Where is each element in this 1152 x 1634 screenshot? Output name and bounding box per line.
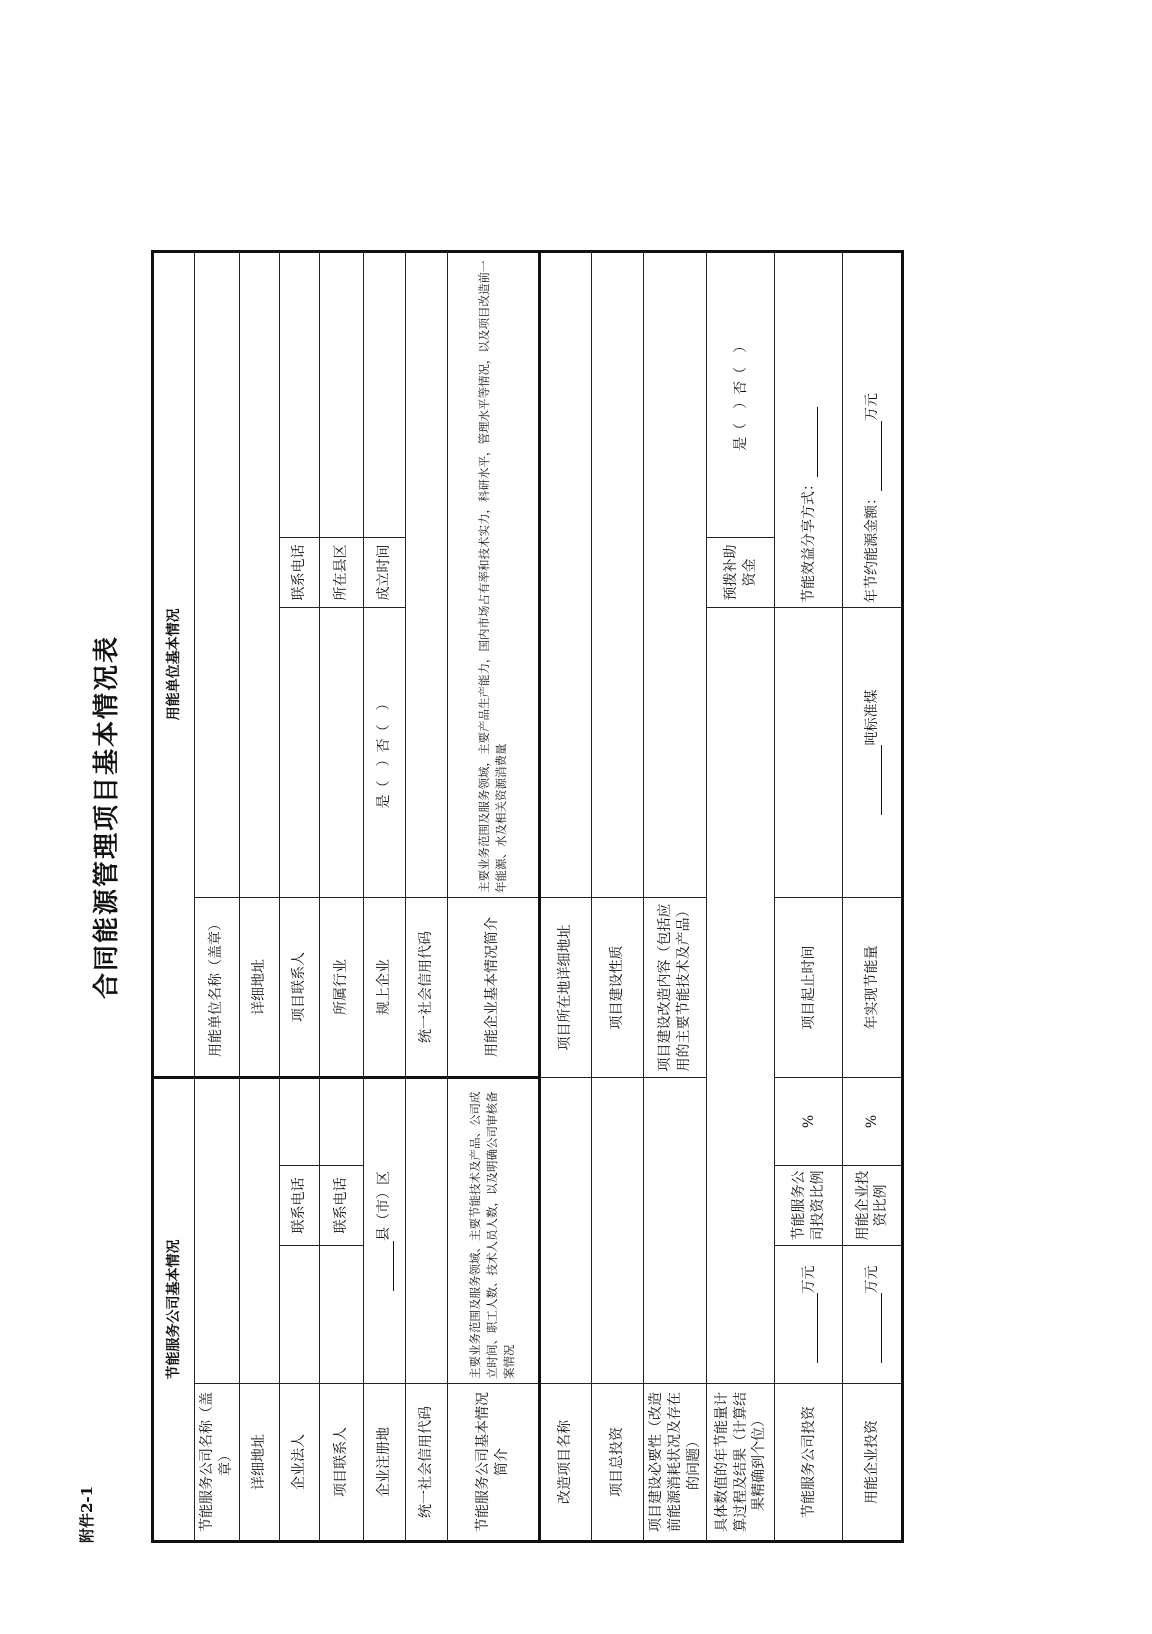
- user-established-label: 成立时间: [363, 537, 405, 607]
- esco-legal-phone-value[interactable]: [279, 1077, 319, 1165]
- esco-name-label: 节能服务公司名称（盖章）: [195, 1384, 240, 1542]
- user-phone-value[interactable]: [279, 251, 319, 537]
- address-row: [239, 251, 279, 1541]
- esco-section-header: 节能服务公司基本情况: [153, 1077, 195, 1541]
- user-industry-value[interactable]: [319, 607, 363, 897]
- intro-row: [447, 251, 539, 1541]
- subsidy-label: 预拨补助资金: [707, 537, 775, 607]
- user-large-label: 规上企业: [363, 897, 405, 1077]
- energy-calc-label: 具体数值的年节能量计算过程及结果（计算结果精确到个位）: [707, 1384, 775, 1542]
- project-nature-label: 项目建设性质: [591, 897, 643, 1077]
- user-established-value[interactable]: [363, 251, 405, 537]
- esco-reg-suffix: 县（市）区: [375, 1170, 392, 1241]
- user-name-label: 用能单位名称（盖章）: [195, 897, 240, 1077]
- annual-amount-label: 年节约能源金额：: [864, 490, 880, 603]
- esco-legal-label: 企业法人: [279, 1384, 319, 1542]
- user-ratio-label: 用能企业投资比例: [843, 1166, 903, 1246]
- project-name-label: 改造项目名称: [539, 1384, 591, 1542]
- user-address-value[interactable]: [239, 251, 279, 897]
- project-content-label: 项目建设改造内容（包括应用的主要节能技术及产品）: [643, 897, 707, 1077]
- annual-amount-cell[interactable]: [843, 251, 903, 607]
- esco-intro-label: 节能服务公司基本情况简介: [447, 1384, 539, 1542]
- energy-calc-row: [707, 251, 775, 1541]
- project-necessity-label: 项目建设必要性（改造前能源消耗状况及存在的问题）: [643, 1384, 707, 1542]
- esco-legal-phone-label: 联系电话: [279, 1166, 319, 1246]
- esco-reg-value[interactable]: [363, 1077, 405, 1383]
- user-credit-label: 统一社会信用代码: [405, 897, 447, 1077]
- esco-credit-label: 统一社会信用代码: [405, 1384, 447, 1542]
- esco-address-value[interactable]: [239, 1077, 279, 1383]
- project-location-value[interactable]: [539, 251, 591, 897]
- industry-row: [319, 251, 363, 1541]
- esco-contact-phone-label: 联系电话: [319, 1166, 363, 1246]
- user-ratio-value[interactable]: %: [843, 1077, 903, 1165]
- annual-saving-blank: [867, 745, 882, 815]
- sharing-blank: [803, 407, 818, 477]
- period-value[interactable]: [775, 607, 843, 897]
- user-phone-label: 联系电话: [279, 537, 319, 607]
- necessity-row: [643, 251, 707, 1541]
- registration-row: [363, 251, 405, 1541]
- user-intro-label: 用能企业基本情况简介: [447, 897, 539, 1077]
- project-info-table: [151, 250, 904, 1543]
- user-county-label: 所在县区: [319, 537, 363, 607]
- annual-amount-blank: [867, 421, 882, 491]
- project-content-value[interactable]: [643, 251, 707, 897]
- user-invest-label: 用能企业投资: [843, 1384, 903, 1542]
- subsidy-value[interactable]: 是（ ）否（ ）: [707, 251, 775, 537]
- esco-contact-phone-value[interactable]: [319, 1077, 363, 1165]
- user-credit-value[interactable]: [405, 251, 447, 897]
- user-invest-unit: 万元: [864, 1265, 880, 1294]
- project-investment-value[interactable]: [591, 1077, 643, 1383]
- contact-row: [279, 251, 319, 1541]
- user-large-value[interactable]: 是（ ）否（ ）: [363, 607, 405, 897]
- user-section-header: 用能单位基本情况: [153, 251, 195, 1077]
- name-row: [195, 251, 240, 1541]
- esco-investment-row: [775, 251, 843, 1541]
- user-name-value[interactable]: [195, 251, 240, 897]
- esco-invest-label: 节能服务公司投资: [775, 1384, 843, 1542]
- project-name-value[interactable]: [539, 1077, 591, 1383]
- annual-saving-unit: 吨标准煤: [864, 689, 880, 746]
- esco-credit-value[interactable]: [405, 1077, 447, 1383]
- project-location-label: 项目所在地详细地址: [539, 897, 591, 1077]
- esco-invest-value[interactable]: [775, 1246, 843, 1384]
- annex-label: 附件2-1: [78, 1485, 96, 1543]
- esco-contact-value[interactable]: [319, 1246, 363, 1384]
- annual-saving-label: 年实现节能量: [843, 897, 903, 1077]
- project-investment-label: 项目总投资: [591, 1384, 643, 1542]
- reg-blank-line: [379, 1241, 394, 1291]
- sharing-label: 节能效益分享方式：: [800, 476, 817, 603]
- esco-name-value[interactable]: [195, 1077, 240, 1383]
- esco-legal-value[interactable]: [279, 1246, 319, 1384]
- rotated-form-sheet: [76, 91, 1076, 1543]
- energy-calc-value[interactable]: [707, 607, 775, 1383]
- esco-ratio-value[interactable]: %: [775, 1077, 843, 1165]
- user-industry-label: 所属行业: [319, 897, 363, 1077]
- esco-invest-blank: [803, 1294, 818, 1364]
- esco-address-label: 详细地址: [239, 1384, 279, 1542]
- annual-saving-value[interactable]: [843, 607, 903, 897]
- user-county-value[interactable]: [319, 251, 363, 537]
- user-contact-label: 项目联系人: [279, 897, 319, 1077]
- form-title: 合同能源管理项目基本情况表: [92, 635, 122, 1000]
- esco-ratio-label: 节能服务公司投资比例: [775, 1166, 843, 1246]
- header-row: [153, 251, 195, 1541]
- sharing-cell[interactable]: [775, 251, 843, 607]
- esco-contact-label: 项目联系人: [319, 1384, 363, 1542]
- user-address-label: 详细地址: [239, 897, 279, 1077]
- period-label: 项目起止时间: [775, 897, 843, 1077]
- user-investment-row: [843, 251, 903, 1541]
- user-intro-hint[interactable]: 主要业务范围及服务领域，主要产品生产能力，国内市场占有率和技术实力，科研水平，管理水平等情况，以及项目改造前一年能源、水及相关资源消费量: [447, 251, 539, 897]
- credit-row: [405, 251, 447, 1541]
- annual-amount-unit: 万元: [864, 392, 880, 421]
- user-invest-value[interactable]: [843, 1246, 903, 1384]
- esco-intro-hint[interactable]: 主要业务范围及服务领域、主要节能技术及产品、公司成立时间、职工人数、技术人员人数，以及明确公司审核备案情况: [447, 1077, 539, 1383]
- user-contact-value[interactable]: [279, 607, 319, 897]
- user-invest-blank: [867, 1294, 882, 1364]
- project-necessity-value[interactable]: [643, 1077, 707, 1383]
- project-nature-value[interactable]: [591, 251, 643, 897]
- investment-row: [591, 251, 643, 1541]
- esco-invest-unit: 万元: [800, 1265, 817, 1294]
- project-name-row: [539, 251, 591, 1541]
- esco-reg-label: 企业注册地: [363, 1384, 405, 1542]
